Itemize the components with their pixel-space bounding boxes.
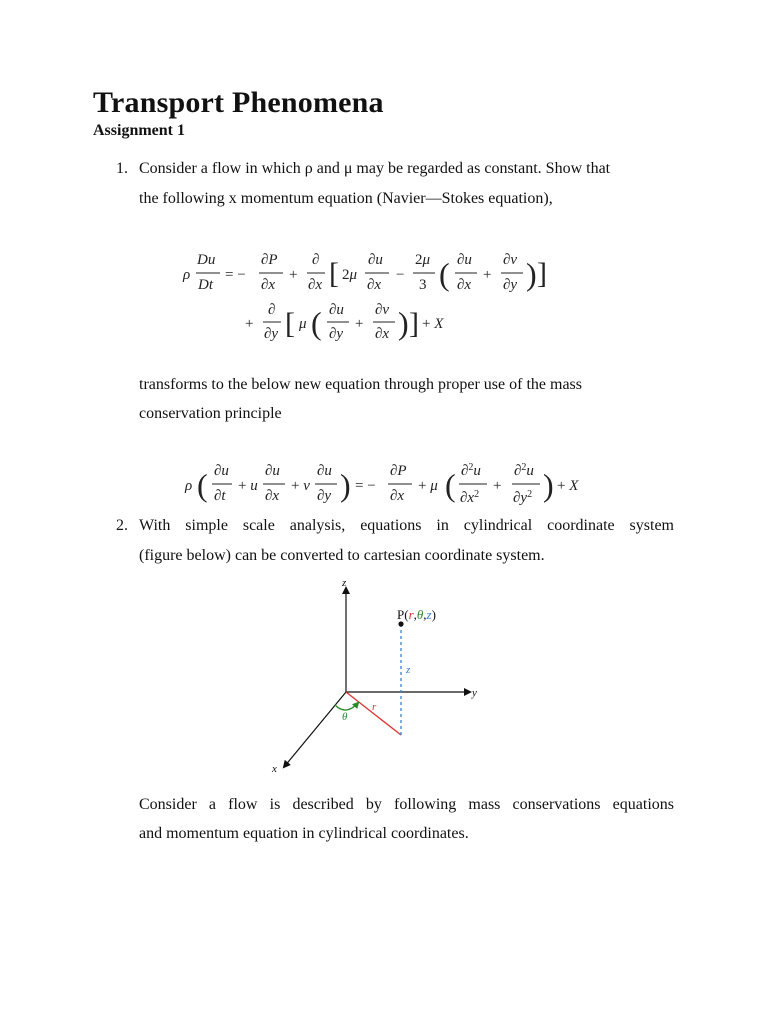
svg-text:+ X: + X — [422, 316, 444, 332]
r-label: r — [372, 701, 377, 713]
svg-text:]: ] — [409, 307, 419, 340]
q1-line-2: the following x momentum equation (Navier—Stokes equation), — [139, 190, 553, 207]
theta-label: θ — [342, 711, 348, 723]
svg-text:(: ( — [311, 305, 322, 341]
svg-text:= −: = − — [355, 478, 376, 494]
q1-line-4: conservation principle — [139, 405, 282, 422]
svg-text:∂P: ∂P — [261, 252, 278, 268]
svg-text:+: + — [493, 478, 502, 494]
svg-text:+: + — [289, 267, 298, 283]
svg-text:∂x: ∂x — [457, 277, 472, 293]
svg-text:(: ( — [439, 256, 450, 292]
svg-text:ρ: ρ — [183, 267, 191, 283]
q2-line-4: and momentum equation in cylindrical coordinates. — [139, 825, 469, 842]
svg-text:∂x: ∂x — [375, 326, 390, 342]
svg-text:): ) — [543, 467, 554, 503]
svg-text:∂v: ∂v — [503, 252, 518, 268]
svg-text:∂x2: $\partial x^2$ — [460, 488, 480, 506]
svg-text:∂y: ∂y — [317, 488, 332, 504]
svg-text:]: ] — [537, 257, 547, 290]
svg-text:∂u: ∂u — [265, 463, 280, 479]
svg-text:+: + — [483, 267, 492, 283]
svg-text:∂y: ∂y — [503, 277, 518, 293]
r-line — [346, 692, 401, 735]
svg-text:∂P: ∂P — [390, 463, 407, 479]
svg-text:∂u: ∂u — [317, 463, 332, 479]
svg-text:ρ: ρ — [185, 478, 193, 494]
svg-text:∂x: ∂x — [390, 488, 405, 504]
svg-text:∂y2: $\partial y^2$ — [513, 488, 533, 506]
svg-text:∂: ∂ — [312, 252, 320, 268]
svg-text:∂y: ∂y — [329, 326, 344, 342]
svg-text:∂u: ∂u — [329, 302, 344, 318]
svg-text:∂u: ∂u — [214, 463, 229, 479]
q2-line-3: Consider a flow is described by following mass conservations equations — [139, 796, 674, 813]
axis-label-z: z — [342, 577, 347, 589]
svg-text:+ μ: + μ — [418, 478, 438, 494]
q2-number: 2. — [116, 517, 128, 534]
svg-text:∂u: ∂u — [457, 252, 472, 268]
page-title: Transport Phenomena — [93, 86, 384, 119]
q1-line-1: Consider a flow in which ρ and μ may be regarded as constant. Show that — [139, 160, 611, 177]
svg-text:2μ: 2μ — [342, 267, 358, 283]
svg-text:(: ( — [197, 467, 208, 503]
svg-text:Du: Du — [197, 252, 216, 268]
svg-text:(: ( — [445, 467, 456, 503]
svg-text:μ: μ — [299, 316, 307, 332]
svg-text:∂x: ∂x — [367, 277, 382, 293]
svg-text:∂v: ∂v — [375, 302, 390, 318]
point-label: P(r,θ,z) — [397, 607, 436, 622]
navier-stokes-equation — [175, 240, 570, 355]
point-p — [398, 621, 403, 626]
svg-text:−: − — [396, 267, 405, 283]
svg-text:[: [ — [329, 257, 339, 290]
x-axis — [284, 692, 346, 767]
svg-text:∂t: ∂t — [214, 488, 226, 504]
svg-text:3: 3 — [419, 277, 427, 293]
svg-text:∂2u: ∂$^2$u — [461, 461, 481, 479]
q1-number: 1. — [116, 160, 128, 177]
svg-text:∂y: ∂y — [264, 326, 279, 342]
assignment-subtitle: Assignment 1 — [93, 122, 186, 139]
svg-text:∂: ∂ — [268, 302, 276, 318]
svg-text:[: [ — [285, 307, 295, 340]
svg-text:): ) — [398, 305, 409, 341]
svg-text:+ u: + u — [238, 478, 258, 494]
z-label: z — [406, 664, 411, 676]
svg-text:+: + — [245, 316, 254, 332]
svg-text:= −: = − — [225, 267, 246, 283]
svg-text:Dt: Dt — [198, 277, 213, 293]
q2-line-1: With simple scale analysis, equations in cylindrical coordinate system — [139, 517, 674, 534]
axis-label-y: y — [472, 687, 477, 699]
q1-line-3: transforms to the below new equation through proper use of the mass — [139, 376, 583, 393]
cylindrical-coordinate-figure — [260, 572, 490, 782]
svg-text:+ X: + X — [557, 478, 579, 494]
theta-arc — [335, 703, 358, 710]
svg-text:+ v: + v — [291, 478, 310, 494]
q2-line-2: (figure below) can be converted to cartesian coordinate system. — [139, 547, 545, 564]
svg-text:∂u: ∂u — [368, 252, 383, 268]
svg-text:+: + — [355, 316, 364, 332]
svg-text:∂x: ∂x — [265, 488, 280, 504]
svg-text:∂2u: ∂$^2$u — [514, 461, 534, 479]
svg-text:∂x: ∂x — [308, 277, 323, 293]
transformed-equation — [180, 458, 600, 514]
svg-text:): ) — [526, 256, 537, 292]
svg-text:∂x: ∂x — [261, 277, 276, 293]
svg-text:2μ: 2μ — [415, 252, 431, 268]
axis-label-x: x — [272, 763, 277, 775]
svg-text:): ) — [340, 467, 351, 503]
